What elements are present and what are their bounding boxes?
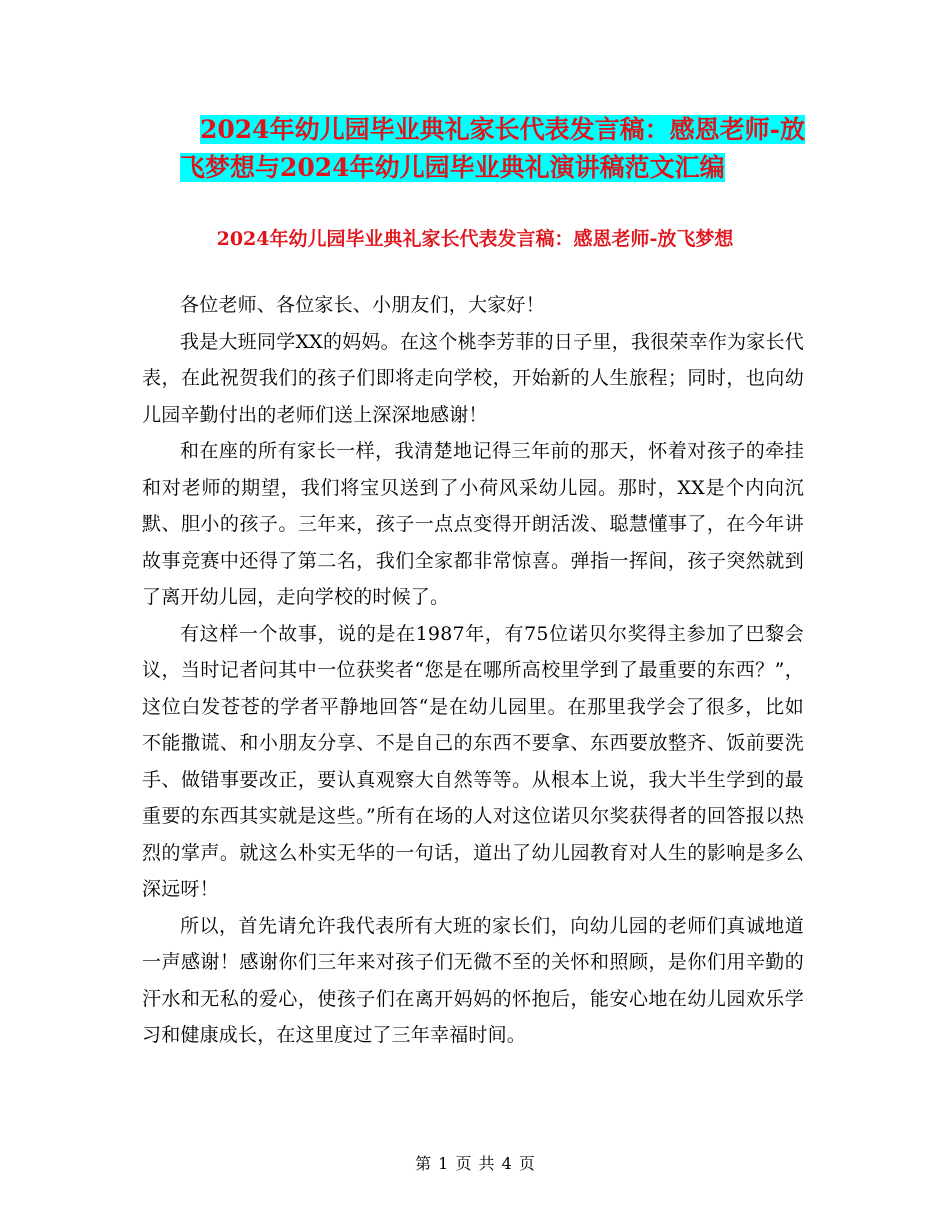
paragraph-nobel-story: 有这样一个故事，说的是在1987年，有75位诺贝尔奖得主参加了巴黎会议，当时记者问其中一位获奖者“您是在哪所高校里学到了最重要的东西？”，这位白发苍苍的学者平静地回答“是在幼儿园里。在那里我学会了很多，比如不能撒谎、和小朋友分享、不是自己的东西不要拿、东西要放整齐、饭前要洗手、做错事要改正，要认真观察大自然等等。从根本上说，我大半生学到的最重要的东西其实就是这些。”所有在场的人对这位诺贝尔奖获得者的回答报以热烈的掌声。就这么朴实无华的一句话，道出了幼儿园教育对人生的影响是多么深远呀！ [142,622,804,900]
paragraph-greeting: 各位老师、各位家长、小朋友们，大家好！ [180,294,545,316]
paragraph-memories: 和在座的所有家长一样，我清楚地记得三年前的那天，怀着对孩子的牵挂和对老师的期望，我们将宝贝送到了小荷风采幼儿园。那时，XX是个内向沉默、胆小的孩子。三年来，孩子一点点变得开朗活泼、聪慧懂事了，在今年讲故事竞赛中还得了第二名，我们全家都非常惊喜。弹指一挥间，孩子突然就到了离开幼儿园，走向学校的时候了。 [142,440,804,608]
section-title: 2024年幼儿园毕业典礼家长代表发言稿：感恩老师-放飞梦想 [216,228,734,250]
main-title-highlight: 2024年幼儿园毕业典礼家长代表发言稿：感恩老师-放飞梦想与2024年幼儿园毕业典礼演讲稿范文汇编 [180,115,805,182]
document-main-title [180,111,820,187]
paragraph-introduction: 我是大班同学XX的妈妈。在这个桃李芳菲的日子里，我很荣幸作为家长代表，在此祝贺我们的孩子们即将走向学校，开始新的人生旅程；同时，也向幼儿园辛勤付出的老师们送上深深地感谢！ [142,330,804,426]
document-body [142,287,804,1054]
page-footer: 第 1 页 共 4 页 [415,1154,535,1173]
paragraph-thanks: 所以，首先请允许我代表所有大班的家长们，向幼儿园的老师们真诚地道一声感谢！感谢你们三年来对孩子们无微不至的关怀和照顾，是你们用辛勤的汗水和无私的爱心，使孩子们在离开妈妈的怀抱后，能安心地在幼儿园欢乐学习和健康成长，在这里度过了三年幸福时间。 [142,914,804,1046]
